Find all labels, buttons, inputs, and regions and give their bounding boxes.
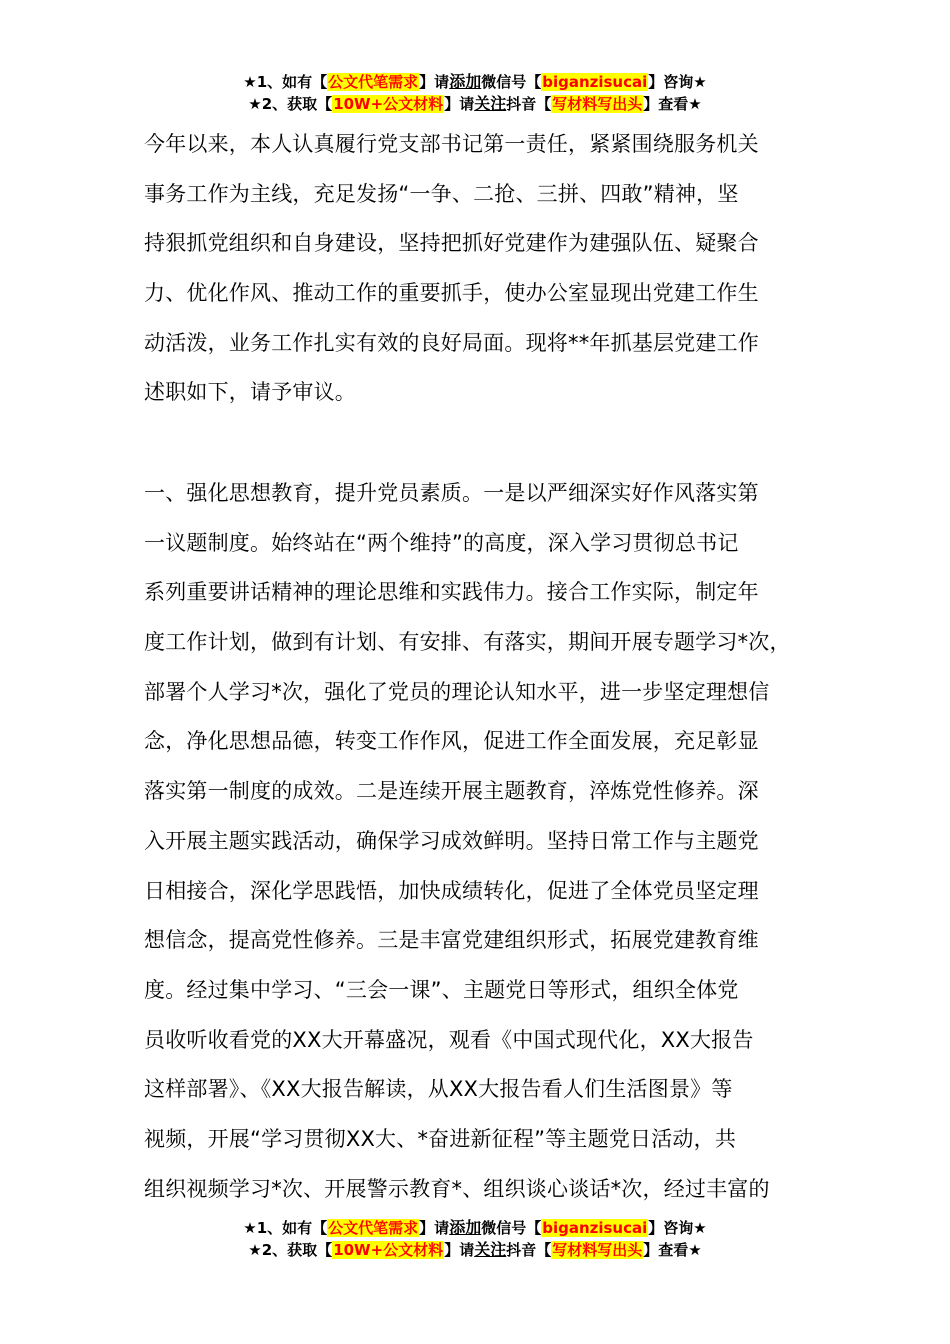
banner-underlined: 添加 (449, 1218, 482, 1237)
banner-text: ★1、如有【 (243, 1219, 328, 1237)
text-line: 力、优化作风、推动工作的重要抓手，使办公室显现出党建工作生 (144, 281, 759, 306)
banner-text: 】咨询★ (648, 73, 707, 91)
banner-line-2 (0, 93, 950, 115)
text-line: 部署个人学习*次，强化了党员的理论认知水平，进一步坚定理想信 (144, 679, 770, 704)
top-banner (0, 71, 950, 115)
text-line: 系列重要讲话精神的理论思维和实践伟力。接合工作实际，制定年 (144, 580, 759, 605)
text-line: 员收听收看党的XX大开幕盛况，观看《中国式现代化，XX大报告 (144, 1027, 754, 1052)
banner-text: 抖音【 (506, 95, 552, 113)
banner-highlight: 公文代笔需求 (328, 73, 419, 91)
banner-text: 】请 (419, 73, 450, 91)
text-line: 这样部署》、《XX大报告解读，从XX大报告看人们生活图景》等 (144, 1077, 733, 1102)
text-line: 度工作计划，做到有计划、有安排、有落实，期间开展专题学习*次， (144, 630, 791, 655)
banner-text: ★1、如有【 (243, 73, 328, 91)
banner-text: 】查看★ (643, 1241, 702, 1259)
text-line: 念，净化思想品德，转变工作作风，促进工作全面发展，充足彰显 (144, 729, 759, 754)
banner-douyin-name: 写材料写出头 (552, 1241, 643, 1259)
banner-text: 】请 (444, 95, 475, 113)
banner-text: 抖音【 (506, 1241, 552, 1259)
banner-wechat-id: biganzisucai (542, 1219, 648, 1237)
banner-text: 微信号【 (481, 1219, 542, 1237)
banner-line-1 (0, 71, 950, 93)
text-line: 一、强化思想教育，提升党员素质。一是以严细深实好作风落实第 (144, 481, 759, 505)
banner-underlined: 关注 (474, 94, 507, 113)
text-line: 今年以来，本人认真履行党支部书记第一责任，紧紧围绕服务机关 (144, 132, 759, 156)
banner-text: 】请 (444, 1241, 475, 1259)
banner-underlined: 添加 (449, 72, 482, 91)
text-line: 动活泼，业务工作扎实有效的良好局面。现将**年抓基层党建工作 (144, 330, 759, 355)
text-line: 度。经过集中学习、“三会一课”、主题党日等形式，组织全体党 (144, 977, 739, 1002)
text-line: 落实第一制度的成效。二是连续开展主题教育，淬炼党性修养。深 (144, 779, 759, 804)
text-line: 入开展主题实践活动，确保学习成效鲜明。坚持日常工作与主题党 (144, 828, 759, 853)
banner-text: ★2、获取【 (248, 95, 333, 113)
banner-text: 】请 (419, 1219, 450, 1237)
intro-paragraph (144, 120, 824, 418)
text-line: 组织视频学习*次、开展警示教育*、组织谈心谈话*次，经过丰富的 (144, 1176, 770, 1201)
banner-highlight: 10W+公文材料 (333, 1241, 444, 1259)
text-line: 日相接合，深化学思践悟，加快成绩转化，促进了全体党员坚定理 (144, 878, 759, 903)
banner-highlight: 公文代笔需求 (328, 1219, 419, 1237)
banner-text: 】查看★ (643, 95, 702, 113)
section-1-paragraph (144, 469, 824, 1214)
text-line: 一议题制度。始终站在“两个维持”的高度，深入学习贯彻总书记 (144, 530, 739, 555)
banner-text: 微信号【 (481, 73, 542, 91)
text-line: 想信念，提高党性修养。三是丰富党建组织形式，拓展党建教育维 (144, 928, 759, 953)
banner-wechat-id: biganzisucai (542, 73, 648, 91)
text-line: 述职如下，请予审议。 (144, 380, 356, 405)
banner-douyin-name: 写材料写出头 (552, 95, 643, 113)
banner-highlight: 10W+公文材料 (333, 95, 444, 113)
text-line: 持狠抓党组织和自身建设，坚持把抓好党建作为建强队伍、疑聚合 (144, 231, 759, 256)
banner-line-1 (0, 1217, 950, 1239)
banner-line-2 (0, 1239, 950, 1261)
banner-text: 】咨询★ (648, 1219, 707, 1237)
text-line: 视频，开展“学习贯彻XX大、*奋进新征程”等主题党日活动，共 (144, 1126, 737, 1151)
text-line: 事务工作为主线，充足发扬“一争、二抢、三拼、四敢”精神，坚 (144, 181, 739, 206)
banner-text: ★2、获取【 (248, 1241, 333, 1259)
bottom-banner (0, 1217, 950, 1261)
banner-underlined: 关注 (474, 1240, 507, 1259)
